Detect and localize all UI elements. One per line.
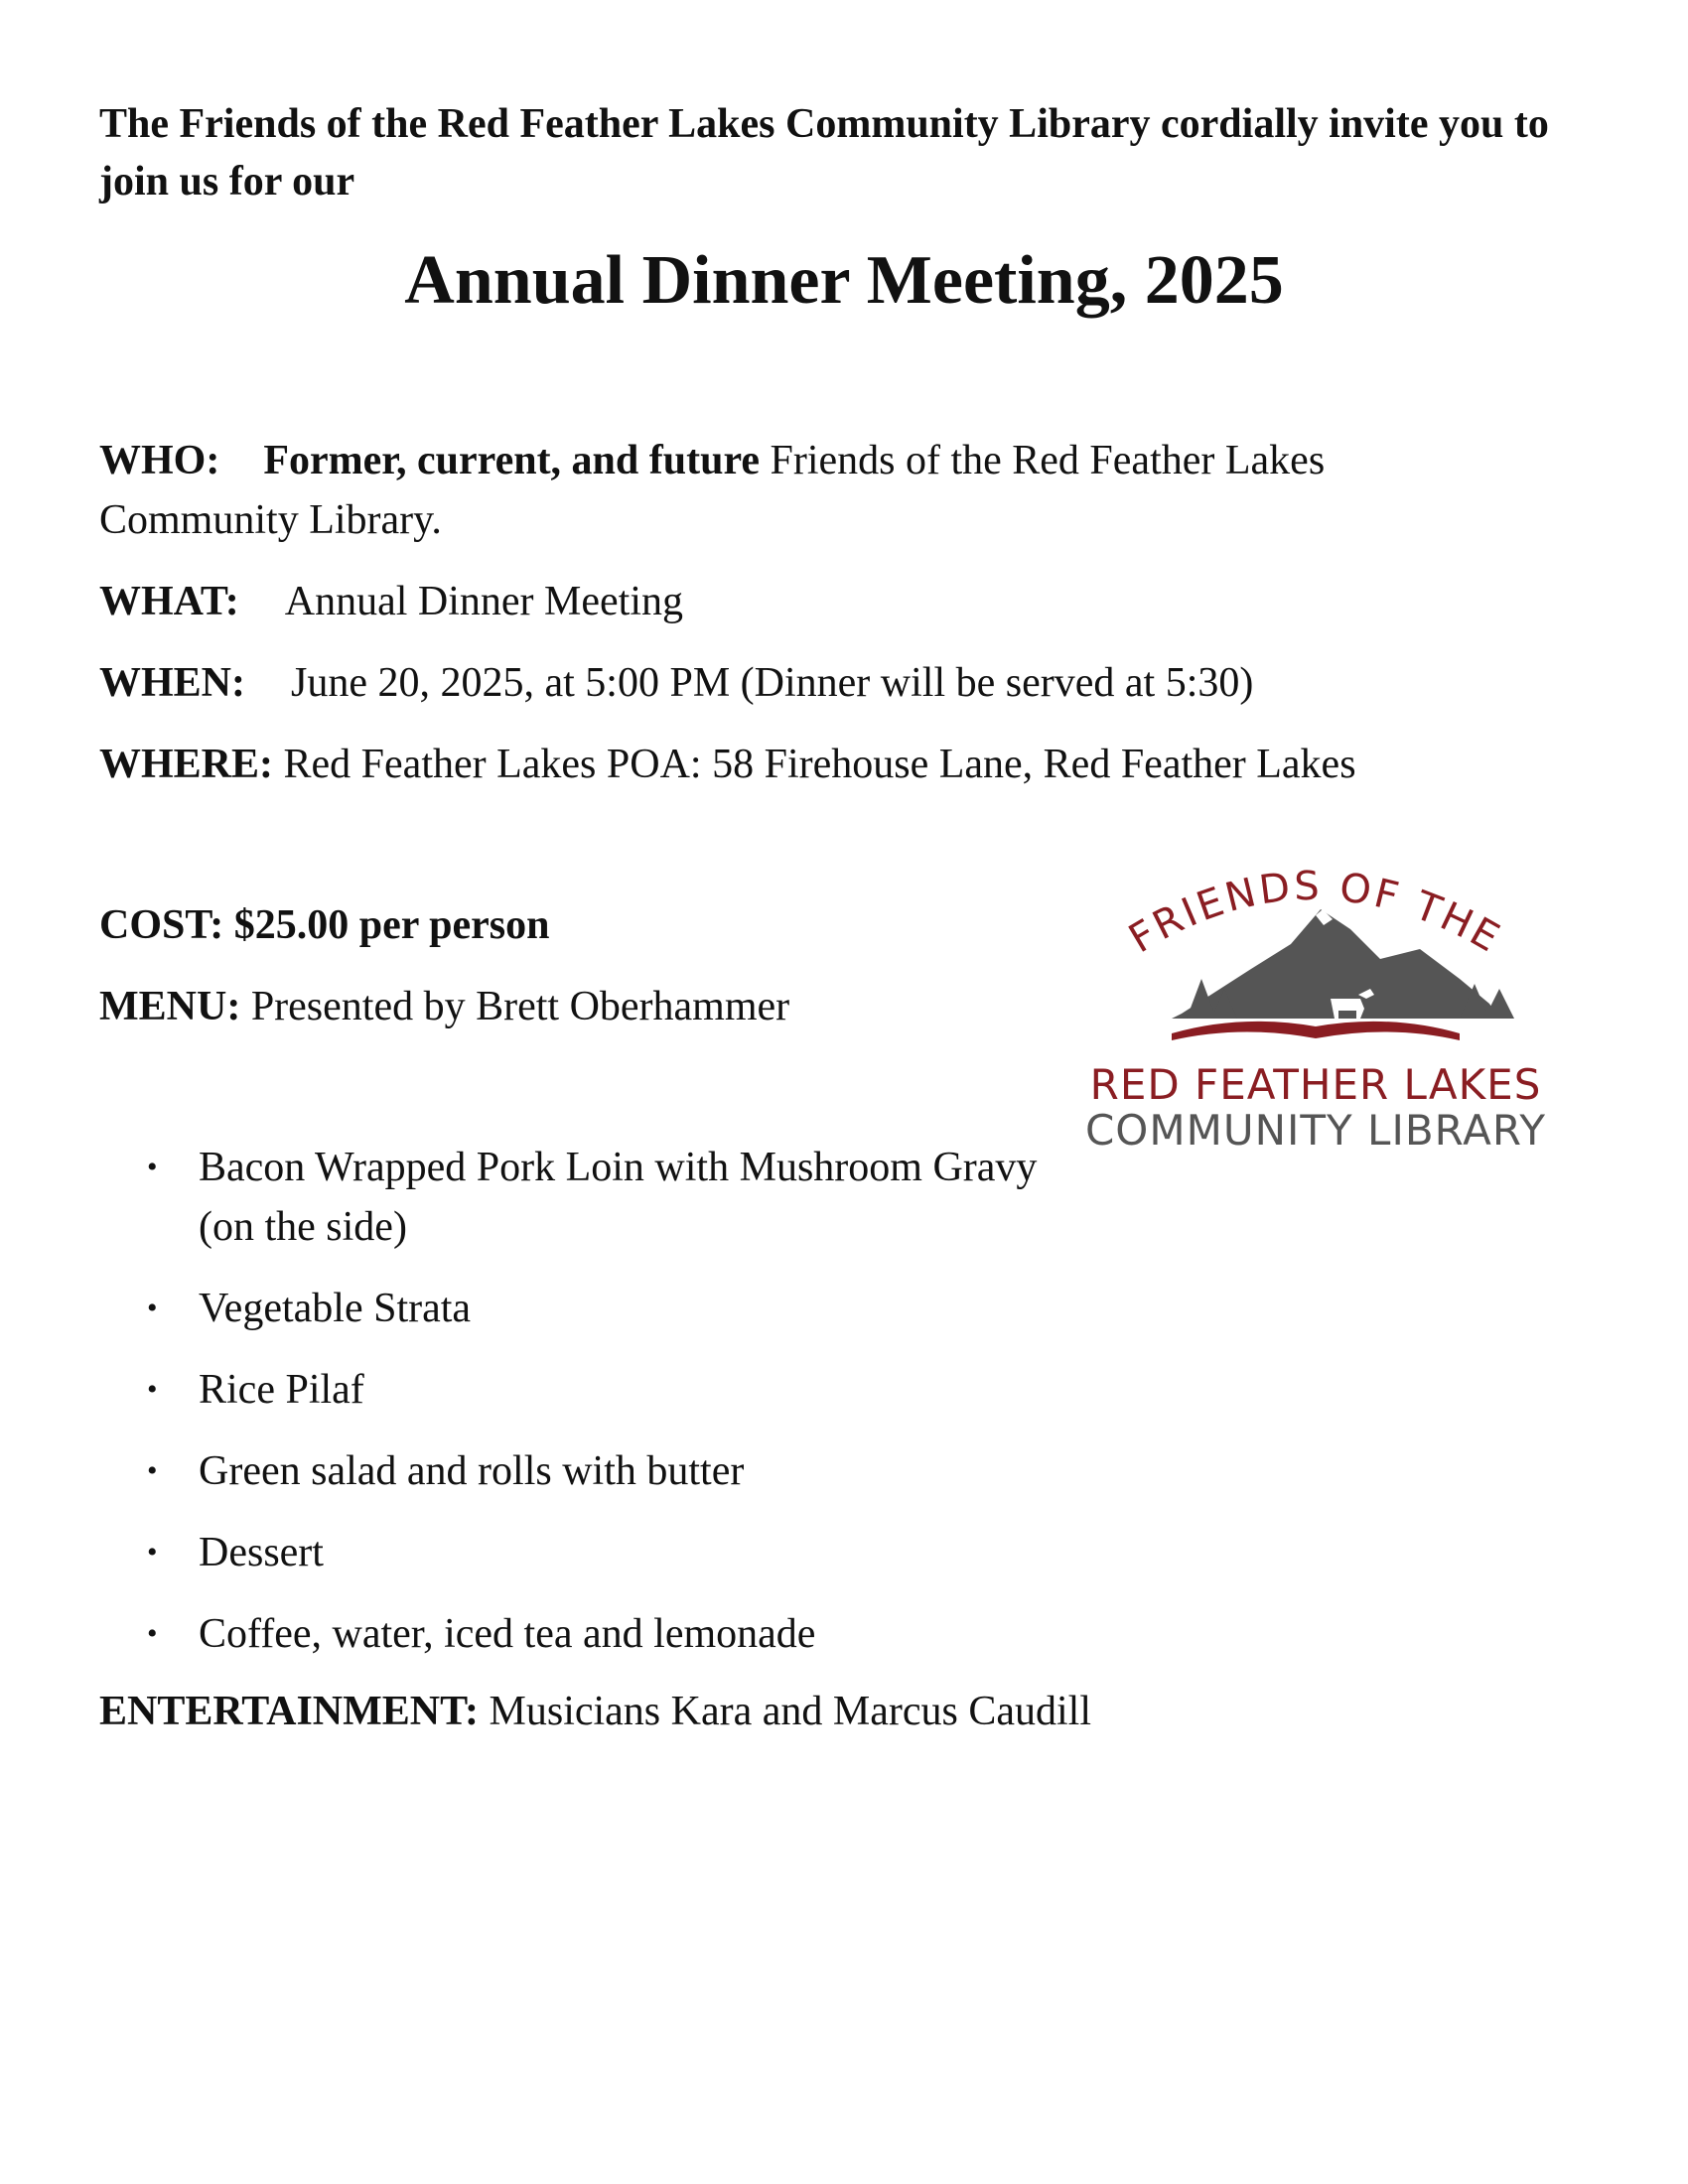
mountain-book-icon: [1062, 850, 1569, 1058]
menu-item: • Vegetable Strata: [99, 1279, 1072, 1338]
when-text: June 20, 2025, at 5:00 PM (Dinner will be served at 5:30): [291, 660, 1254, 706]
menu-item: • Dessert: [99, 1523, 1072, 1582]
where-line: [99, 735, 1356, 794]
invitation-intro: The Friends of the Red Feather Lakes Community Library cordially invite you to join us for our: [99, 101, 1549, 205]
menu-item: • Bacon Wrapped Pork Loin with Mushroom Gravy (on the side): [99, 1138, 1072, 1257]
what-text: Annual Dinner Meeting: [284, 579, 684, 624]
menu-line: [99, 977, 789, 1036]
where-label: WHERE:: [99, 742, 274, 787]
where-text: Red Feather Lakes POA: 58 Firehouse Lane, Red Feather Lakes: [283, 742, 1356, 787]
menu-item: • Coffee, water, iced tea and lemonade: [99, 1604, 1072, 1664]
library-logo: [1062, 850, 1569, 1167]
what-line: [99, 572, 683, 631]
menu-list: [99, 1138, 1072, 1686]
who-bold: Former, current, and future: [263, 438, 760, 483]
what-label: WHAT:: [99, 579, 239, 624]
when-line: [99, 653, 1253, 713]
who-line: [99, 431, 1410, 550]
entertainment-text: Musicians Kara and Marcus Caudill: [489, 1689, 1092, 1734]
logo-arc-textpath: FRIENDS OF THE: [1121, 863, 1509, 963]
menu-item: • Green salad and rolls with butter: [99, 1441, 1072, 1501]
logo-line-1: RED FEATHER LAKES: [1089, 1060, 1542, 1109]
when-label: WHEN:: [99, 660, 245, 706]
menu-presenter: Presented by Brett Oberhammer: [250, 984, 790, 1029]
open-book: [1172, 1022, 1460, 1040]
menu-label: MENU:: [99, 984, 241, 1029]
page-title: Annual Dinner Meeting, 2025: [404, 242, 1284, 319]
entertainment-line: [99, 1682, 1091, 1741]
who-text: Friends of the Red Feather Lakes Community Library.: [99, 438, 1326, 543]
menu-item: • Rice Pilaf: [99, 1360, 1072, 1420]
logo-line-2: COMMUNITY LIBRARY: [1084, 1106, 1547, 1155]
entertainment-label: ENTERTAINMENT:: [99, 1689, 479, 1734]
cost-line: COST: $25.00 per person: [99, 902, 550, 948]
who-label: WHO:: [99, 438, 220, 483]
